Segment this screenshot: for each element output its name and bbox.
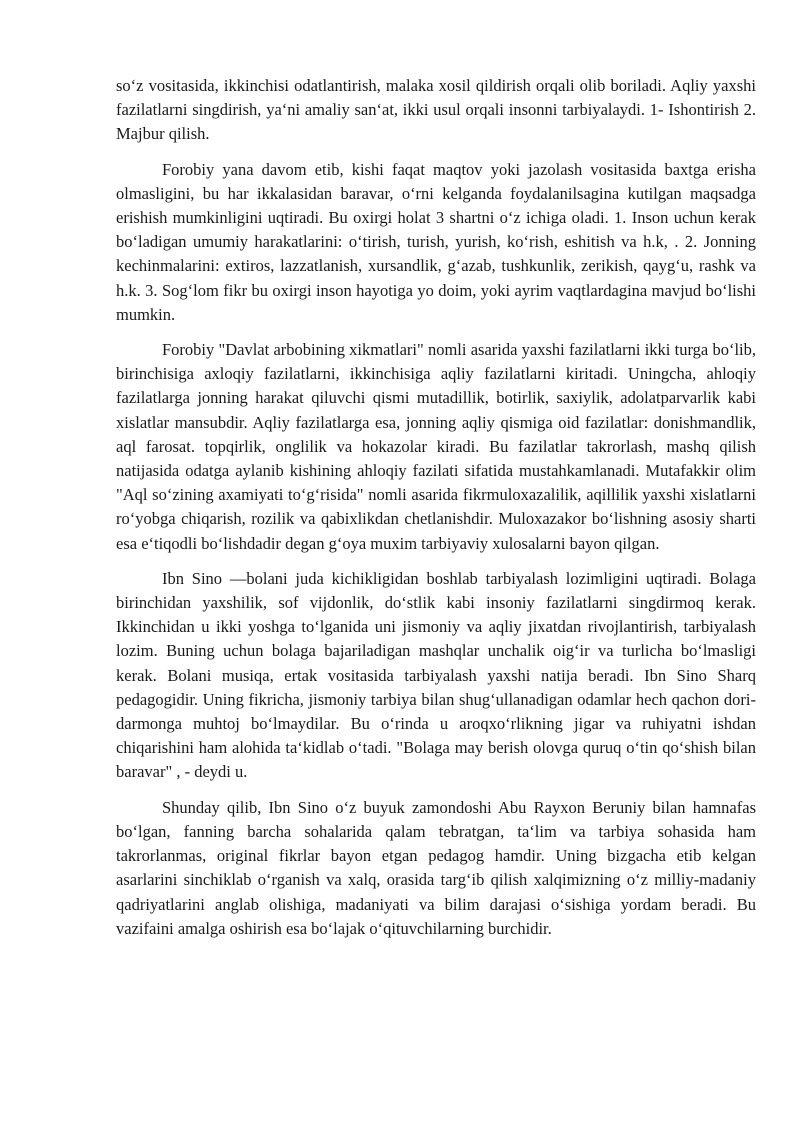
document-page — [116, 74, 756, 952]
paragraph-continuation: so‘z vositasida, ikkinchisi odatlantirish, malaka xosil qildirish orqali olib boriladi. Aqliy yaxshi fazilatlarni singdirish, ya‘ni amaliy san‘at, ikki usul orqali insonni tarbiyalaydi. 1- Ishontirish 2. Majbur qilish. — [116, 76, 756, 144]
paragraph-forobiy-praise: Forobiy yana davom etib, kishi faqat maqtov yoki jazolash vositasida baxtga erisha olmasligini, bu har ikkalasidan baravar, o‘rni kelganda foydalanilsagina kutilgan maqsadga erishish mumkinligini uqtiradi. Bu oxirgi holat 3 shartni o‘z ichiga oladi. 1. Inson uchun kerak bo‘ladigan umumiy harakatlarini: o‘tirish, turish, yurish, ko‘rish, eshitish va h.k, . 2. Jonning kechinmalarini: extiros, lazzatlanish, xursandlik, g‘azab, tushkunlik, zerikish, qayg‘u, rashk va h.k. 3. Sog‘lom fikr bu oxirgi inson hayotiga yo doim, yoki ayrim vaqtlardagina mavjud bo‘lishi mumkin. — [116, 159, 756, 324]
paragraph-conclusion: Shunday qilib, Ibn Sino o‘z buyuk zamondoshi Abu Rayxon Beruniy bilan hamnafas bo‘lgan, fanning barcha sohalarida qalam tebratgan, ta‘lim va tarbiya sohasida ham takrorlanmas, original fikrlar bayon etgan pedagog hamdir. Uning bizgacha etib kelgan asarlarini sinchiklab o‘rganish va xalq, orasida targ‘ib qilish xalqimizning o‘z milliy-madaniy qadriyatlarini anglab olishiga, madaniyati va bilim darajasi o‘sishiga yordam beradi. Bu vazifaini amalga oshirish esa bo‘lajak o‘qituvchilarning burchidir. — [116, 797, 756, 938]
paragraph-ibn-sino-upbringing: Ibn Sino —bolani juda kichikligidan boshlab tarbiyalash lozimligini uqtiradi. Bolaga birinchidan yaxshilik, sof vijdonlik, do‘stlik kabi insoniy fazilatlarni singdirmoq kerak. Ikkinchidan u ikki yoshga to‘lganida uni jismoniy va aqliy jixatdan rivojlantirish, tarbiyalash lozim. Buning uchun bolaga bajariladigan mashqlar unchalik oig‘ir va turlicha bo‘lmasligi kerak. Bolani musiqa, ertak vositasida tarbiyalash yaxshi natija beradi. Ibn Sino Sharq pedagogidir. Uning fikricha, jismoniy tarbiya bilan shug‘ullanadigan odamlar hech qachon dori-darmonga muhtoj bo‘lmaydilar. Bu o‘rinda u aroqxo‘rlikning jigar va ruhiyatni ishdan chiqarishini ham alohida ta‘kidlab o‘tadi. "Bolaga may berish olovga quruq o‘tin qo‘shish bilan baravar" , - deydi u. — [116, 568, 756, 782]
paragraph-forobiy-virtues: Forobiy "Davlat arbobining xikmatlari" nomli asarida yaxshi fazilatlarni ikki turga bo‘lib, birinchisiga axloqiy fazilatlarni, ikkinchisiga aqliy fazilatlarni kiritadi. Uningcha, ahloqiy fazilatlarga jonning harakat qiluvchi qismi mutadillik, botirlik, saxiylik, adolatparvarlik kabi xislatlar mansubdir. Aqliy fazilatlarga esa, jonning aqliy qismiga oid fazilatlar: donishmandlik, aql farosat. topqirlik, onglilik va hokazolar kiradi. Bu fazilatlar takrorlash, mashq qilish natijasida odatga aylanib kishining ahloqiy fazilati sifatida mustahkamlanadi. Mutafakkir olim "Aql so‘zining axamiyati to‘g‘risida" nomli asarida fikrmuloxazalilik, aqillilik yaxshi xislatlarni ro‘yobga chiqarish, rozilik va qabixlikdan chetlanishdir. Muloxazakor bo‘lishning asosiy sharti esa e‘tiqodli bo‘lishdadir degan g‘oya muxim tarbiyaviy xulosalarni bayon qilgan. — [116, 340, 756, 553]
